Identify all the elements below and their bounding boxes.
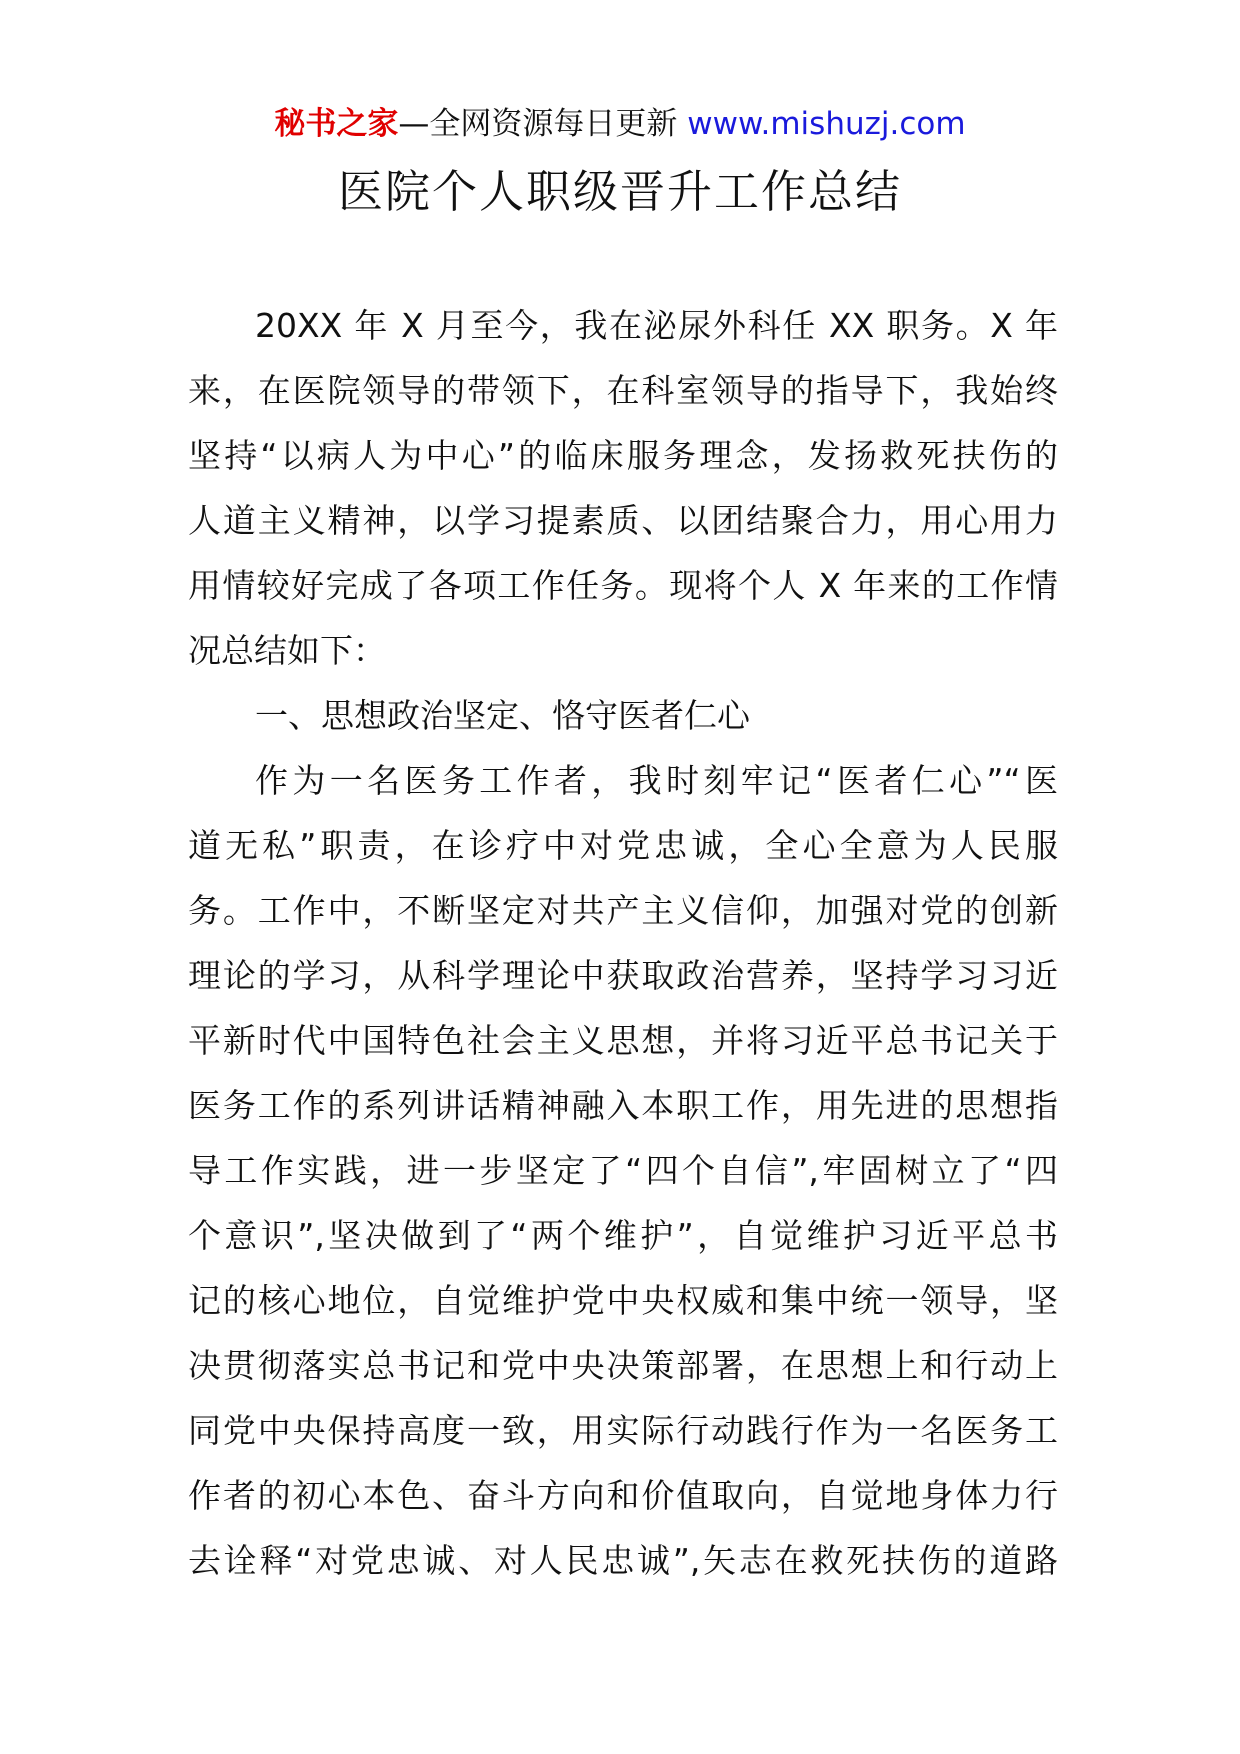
paragraph-line: 务。工作中，不断坚定对共产主义信仰，加强对党的创新 [188,891,1058,930]
paragraph-line: 记的核心地位，自觉维护党中央权威和集中统一领导，坚 [188,1281,1058,1320]
paragraph-line: 去诠释“对党忠诚、对人民忠诚”,矢志在救死扶伤的道路 [188,1541,1058,1580]
paragraph-line: 平新时代中国特色社会主义思想，并将习近平总书记关于 [188,1021,1058,1060]
paragraph-line: 道无私”职责，在诊疗中对党忠诚，全心全意为人民服 [188,826,1058,865]
paragraph-line: 决贯彻落实总书记和党中央决策部署，在思想上和行动上 [188,1346,1058,1385]
paragraph-line: 导工作实践，进一步坚定了“四个自信”,牢固树立了“四 [188,1151,1058,1190]
paragraph-line: 作为一名医务工作者，我时刻牢记“医者仁心”“医 [255,761,1058,800]
paragraph-line: 20XX 年 X 月至今，我在泌尿外科任 XX 职务。X 年 [255,306,1058,345]
paragraph-line: 坚持“以病人为中心”的临床服务理念，发扬救死扶伤的 [188,436,1058,475]
paragraph-line: 人道主义精神，以学习提素质、以团结聚合力，用心用力 [188,501,1058,540]
site-url-link[interactable]: www.mishuzj.com [687,106,966,142]
site-header [0,102,1240,146]
header-slogan: —全网资源每日更新 [398,106,678,142]
paragraph-line: 同党中央保持高度一致，用实际行动践行作为一名医务工 [188,1411,1058,1450]
brand-name: 秘书之家 [274,106,399,142]
paragraph-line: 用情较好完成了各项工作任务。现将个人 X 年来的工作情 [188,566,1058,605]
paragraph-line: 来，在医院领导的带领下，在科室领导的指导下，我始终 [188,371,1058,410]
document-body [188,293,1058,1593]
paragraph-line: 作者的初心本色、奋斗方向和价值取向，自觉地身体力行 [188,1476,1058,1515]
paragraph-line: 理论的学习，从科学理论中获取政治营养，坚持学习习近 [188,956,1058,995]
paragraph-line: 个意识”,坚决做到了“两个维护”，自觉维护习近平总书 [188,1216,1058,1255]
document-title: 医院个人职级晋升工作总结 [337,165,902,218]
paragraph-line: 况总结如下： [188,631,386,670]
section-heading: 一、思想政治坚定、恪守医者仁心 [255,696,750,735]
paragraph-line: 医务工作的系列讲话精神融入本职工作，用先进的思想指 [188,1086,1058,1125]
